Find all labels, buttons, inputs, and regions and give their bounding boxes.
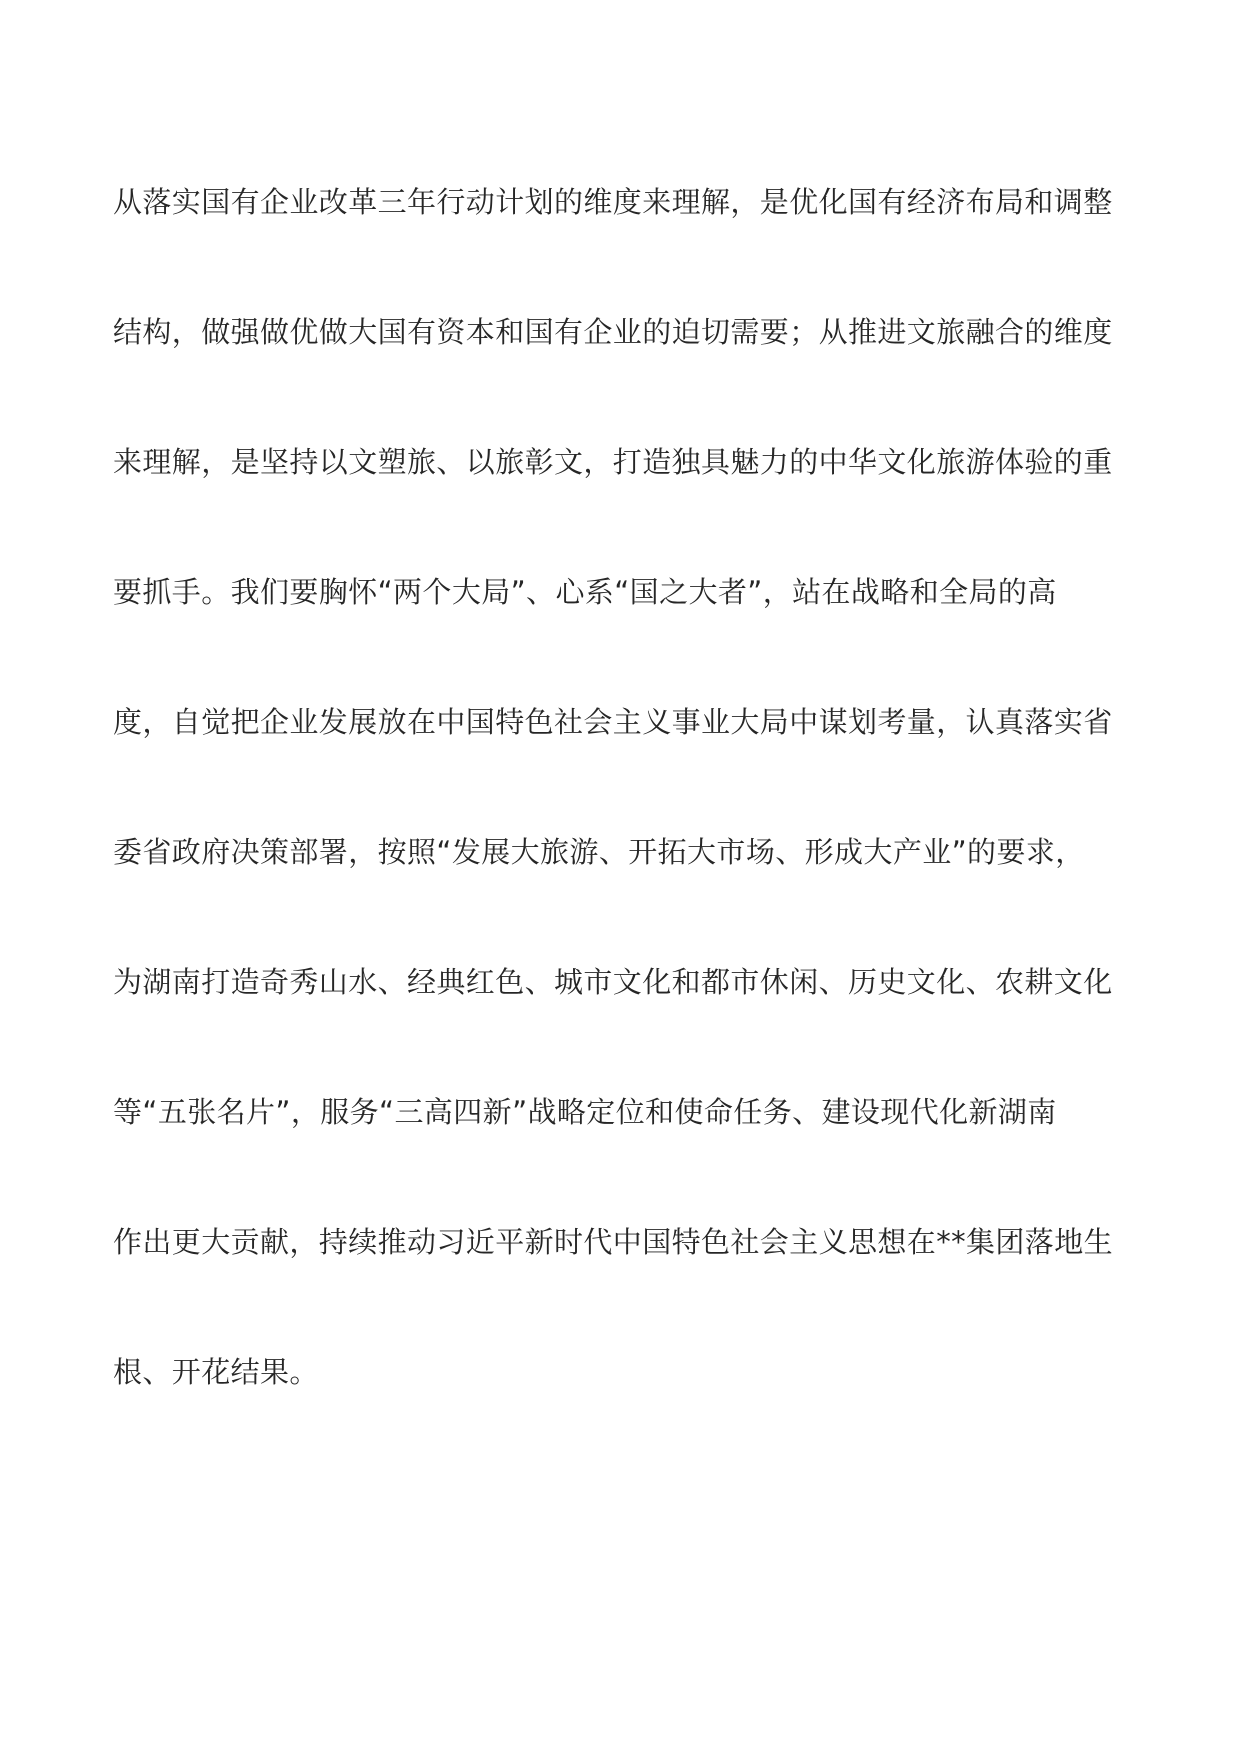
- paragraph-line-9: 作出更大贡献，持续推动习近平新时代中国特色社会主义思想在**集团落地生: [113, 1225, 1114, 1259]
- paragraph-line-7: 为湖南打造奇秀山水、经典红色、城市文化和都市休闲、历史文化、农耕文化: [113, 965, 1113, 999]
- paragraph-line-6: 委省政府决策部署，按照“发展大旅游、开拓大市场、形成大产业”的要求，: [113, 835, 1085, 869]
- paragraph-line-1: 从落实国有企业改革三年行动计划的维度来理解，是优化国有经济布局和调整: [113, 185, 1113, 219]
- paragraph-line-4: 要抓手。我们要胸怀“两个大局”、心系“国之大者”，站在战略和全局的高: [113, 575, 1057, 609]
- paragraph-line-8: 等“五张名片”，服务“三高四新”战略定位和使命任务、建设现代化新湖南: [113, 1095, 1057, 1129]
- paragraph-line-5: 度，自觉把企业发展放在中国特色社会主义事业大局中谋划考量，认真落实省: [113, 705, 1113, 739]
- paragraph-line-2: 结构，做强做优做大国有资本和国有企业的迫切需要；从推进文旅融合的维度: [113, 315, 1113, 349]
- body-paragraph: [113, 168, 1133, 1468]
- paragraph-line-3: 来理解，是坚持以文塑旅、以旅彰文，打造独具魅力的中华文化旅游体验的重: [113, 445, 1113, 479]
- paragraph-line-10: 根、开花结果。: [113, 1355, 319, 1389]
